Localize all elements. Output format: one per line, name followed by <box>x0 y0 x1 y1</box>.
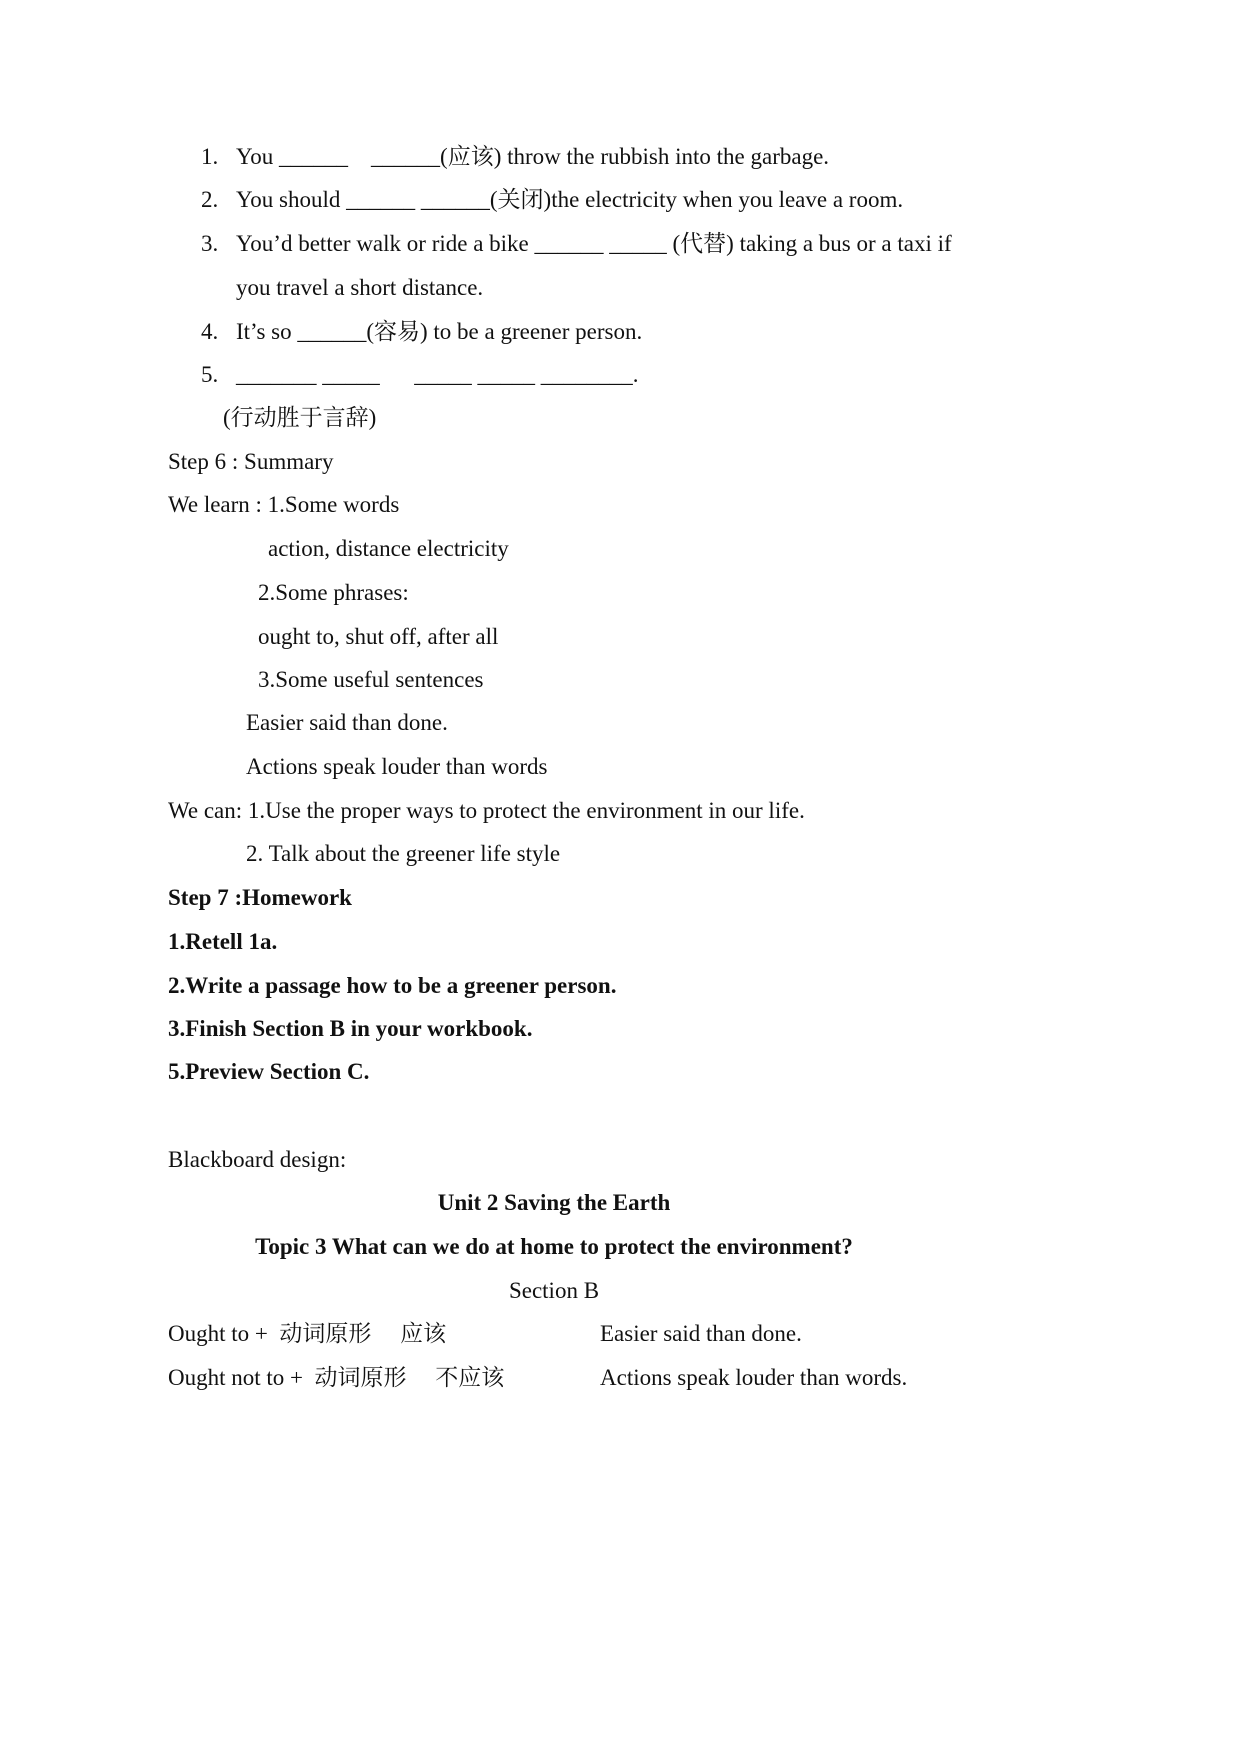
exercise-number: 1. <box>201 144 219 169</box>
we-can-line-2: 2. Talk about the greener life style <box>246 841 561 866</box>
exercise-text: You’d better walk or ride a bike ______ _____ (代替) taking a bus or a taxi if <box>236 231 952 256</box>
exercise-text-continuation: you travel a short distance. <box>236 275 484 300</box>
phrases-list: ought to, shut off, after all <box>258 624 499 649</box>
homework-item: 2.Write a passage how to be a greener person. <box>168 973 617 998</box>
summary-heading: Step 6 : Summary <box>168 449 334 474</box>
exercise-number: 5. <box>201 362 219 387</box>
homework-item: 3.Finish Section B in your workbook. <box>168 1016 533 1041</box>
homework-item: 5.Preview Section C. <box>168 1059 370 1084</box>
board-grammar-line: Ought not to + 动词原形 不应该 <box>168 1365 505 1390</box>
exercise-text: _______ _____ _____ _____ ________. <box>236 362 639 387</box>
board-sentence: Actions speak louder than words. <box>600 1365 908 1390</box>
board-grammar-line: Ought to + 动词原形 应该 <box>168 1321 447 1346</box>
unit-title: Unit 2 Saving the Earth <box>437 1190 671 1215</box>
board-sentence: Easier said than done. <box>600 1321 802 1346</box>
sentences-heading: 3.Some useful sentences <box>258 667 484 692</box>
exercise-text: You ______ ______(应该) throw the rubbish into the garbage. <box>236 144 830 169</box>
exercise-text: You should ______ ______(关闭)the electricity when you leave a room. <box>236 187 904 212</box>
we-can-line: We can: 1.Use the proper ways to protect the environment in our life. <box>168 798 805 823</box>
homework-heading: Step 7 :Homework <box>168 885 352 910</box>
phrases-heading: 2.Some phrases: <box>258 580 409 605</box>
section-title: Section B <box>508 1278 600 1303</box>
sentence: Actions speak louder than words <box>246 754 548 779</box>
exercise-text: It’s so ______(容易) to be a greener person. <box>236 319 643 344</box>
topic-title: Topic 3 What can we do at home to protect the environment? <box>255 1234 853 1259</box>
exercise-hint: (行动胜于言辞) <box>223 405 377 430</box>
sentence: Easier said than done. <box>246 710 448 735</box>
homework-item: 1.Retell 1a. <box>168 929 278 954</box>
exercise-number: 4. <box>201 319 219 344</box>
blackboard-label: Blackboard design: <box>168 1147 347 1172</box>
we-learn-line: We learn : 1.Some words <box>168 492 400 517</box>
exercise-number: 3. <box>201 231 219 256</box>
exercise-number: 2. <box>201 187 219 212</box>
words-list: action, distance electricity <box>268 536 509 561</box>
